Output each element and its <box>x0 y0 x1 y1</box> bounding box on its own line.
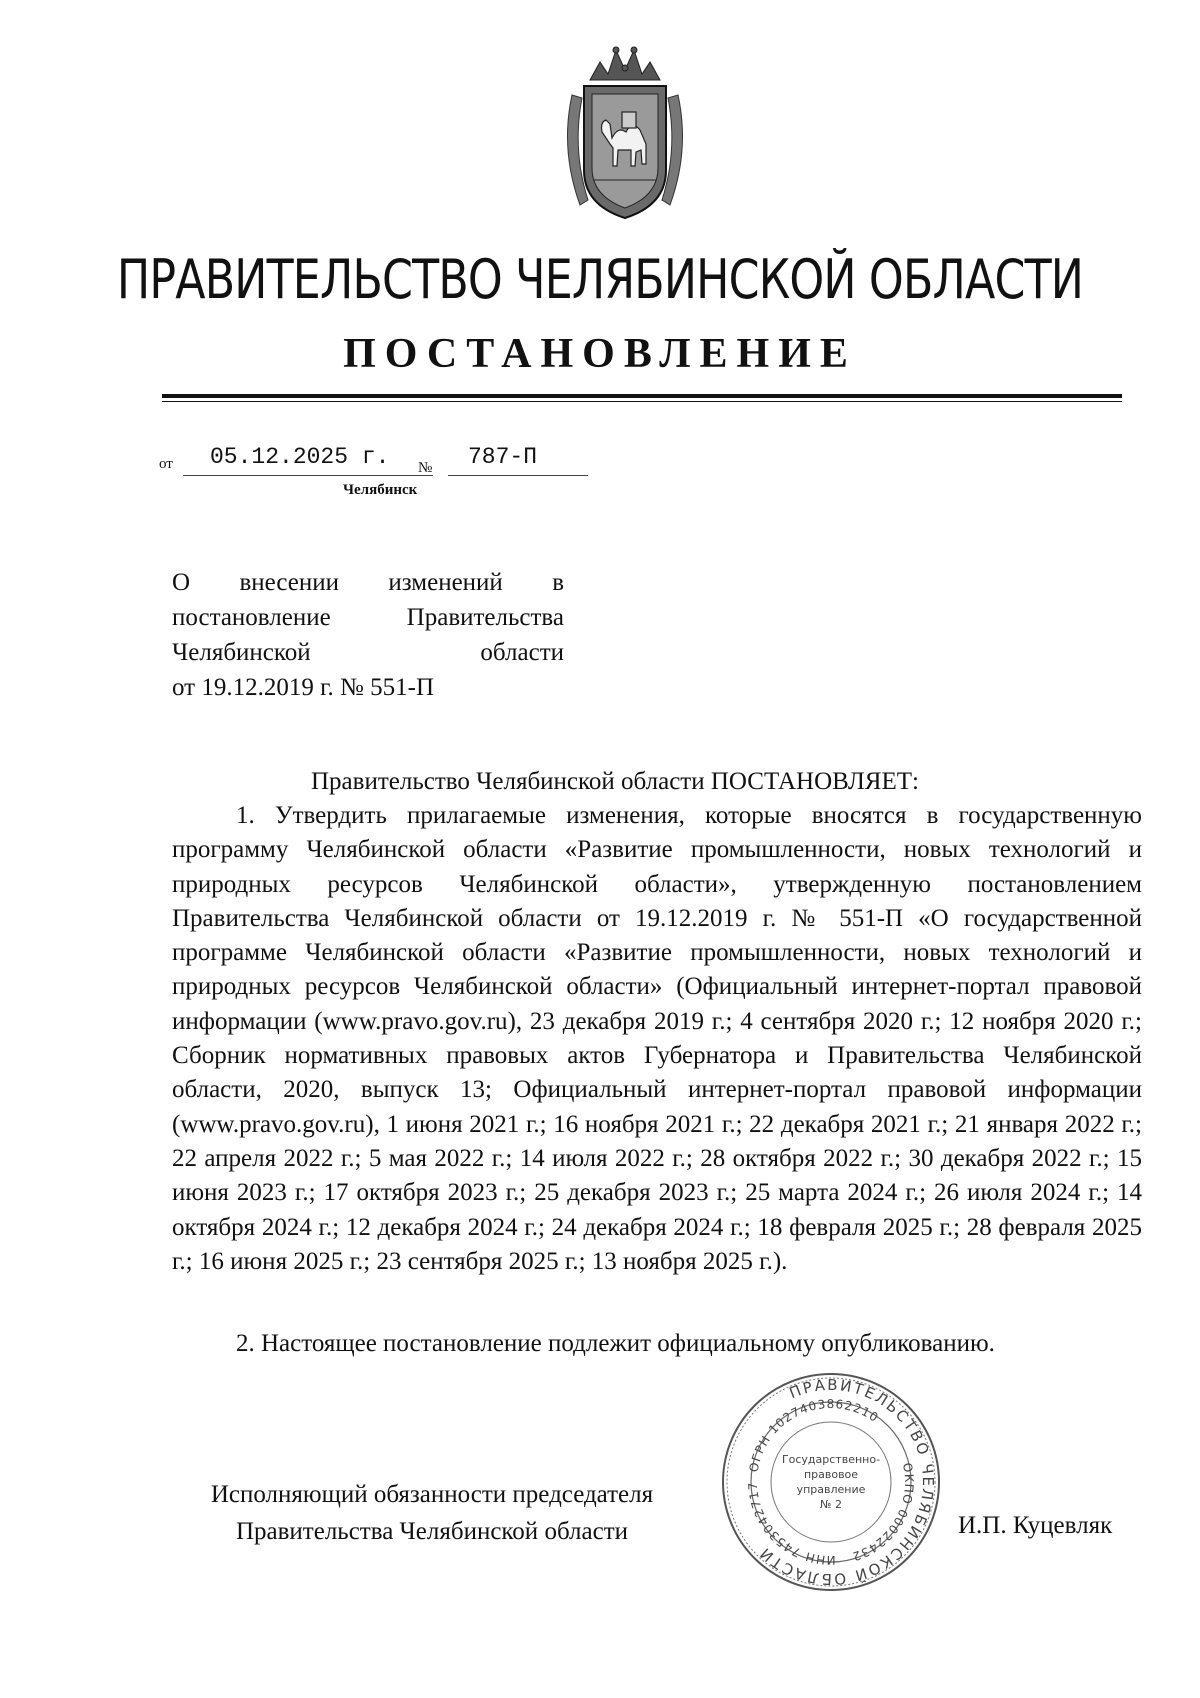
signatory-position-line: Правительства Челябинской области <box>235 1518 629 1545</box>
seal-outer-ring-text: ПРАВИТЕЛЬСТВО ЧЕЛЯБИНСКОЙ ОБЛАСТИ <box>755 1375 938 1589</box>
date-label: от <box>159 456 173 472</box>
resolution-item-2: 2. Настоящее постановление подлежит официальному опубликованию. <box>236 1330 995 1357</box>
header-divider-thick <box>162 394 1122 398</box>
number-underline <box>448 475 588 476</box>
date-underline <box>183 475 433 476</box>
subject-line: от 19.12.2019 г. № 551-П <box>172 674 435 701</box>
document-number: 787-П <box>468 444 538 470</box>
seal-inn-text: ИНН 7453042717 <box>745 1481 836 1568</box>
subject-line: постановление Правительства <box>172 604 564 631</box>
subject-line: О внесении изменений в <box>172 569 564 596</box>
document-date: 05.12.2025 г. <box>210 444 390 470</box>
preamble: Правительство Челябинской области ПОСТАНОВЛЯЕТ: <box>311 768 919 795</box>
signatory-name: И.П. Куцевляк <box>958 1512 1113 1539</box>
document-subject <box>172 565 564 705</box>
coat-of-arms-emblem <box>560 40 690 230</box>
number-label: № <box>418 460 433 476</box>
official-seal-stamp <box>716 1367 946 1597</box>
subject-line: Челябинской области <box>172 639 564 666</box>
seal-center-line: правовое <box>803 1468 859 1481</box>
header-divider-thin <box>162 401 1122 402</box>
city-label: Челябинск <box>343 482 418 498</box>
government-title: ПРАВИТЕЛЬСТВО ЧЕЛЯБИНСКОЙ ОБЛАСТИ <box>116 248 1084 311</box>
seal-okpo-text: ОКПО 00022432 <box>849 1461 917 1564</box>
seal-center-line: Государственно- <box>781 1453 881 1466</box>
signatory-position-line: Исполняющий обязанности председателя <box>210 1481 654 1508</box>
seal-center-line: № 2 <box>820 1498 842 1511</box>
resolution-item-1: 1. Утвердить прилагаемые изменения, которые вносятся в государственную программу Челябинской области «Развитие промышленности, новых технологий и природных ресурсов Челябинской области», утвержденную постановлением Правительства Челябинской области от 19.12.2019 г. № 551-П «О государственной программе Челябинской области «Развитие промышленности, новых технологий и природных ресурсов Челябинской области» (Официальный интернет-портал правовой информации (www.pravo.gov.ru), 23 декабря 2019 г.; 4 сентября 2020 г.; 12 ноября 2020 г.; Сборник нормативных правовых актов Губернатора и Правительства Челябинской области, 2020, выпуск 13; Официальный интернет-портал правовой информации (www.pravo.gov.ru), 1 июня 2021 г.; 16 ноября 2021 г.; 22 декабря 2021 г.; 21 января 2022 г.; 22 апреля 2022 г.; 5 мая 2022 г.; 14 июля 2022 г.; 28 октября 2022 г.; 30 декабря 2022 г.; 15 июня 2023 г.; 17 октября 2023 г.; 25 декабря 2023 г.; 25 марта 2024 г.; 26 июля 2024 г.; 14 октября 2024 г.; 12 декабря 2024 г.; 24 декабря 2024 г.; 18 февраля 2025 г.; 28 февраля 2025 г.; 16 июня 2025 г.; 23 сентября 2025 г.; 13 ноября 2025 г.). <box>172 802 1142 1275</box>
seal-center-line: управление <box>796 1483 866 1496</box>
signatory-position <box>172 1476 692 1550</box>
document-type-title: ПОСТАНОВЛЕНИЕ <box>343 331 857 377</box>
seal-ogrn-text: ОГРН 1027403862210 <box>746 1396 882 1474</box>
